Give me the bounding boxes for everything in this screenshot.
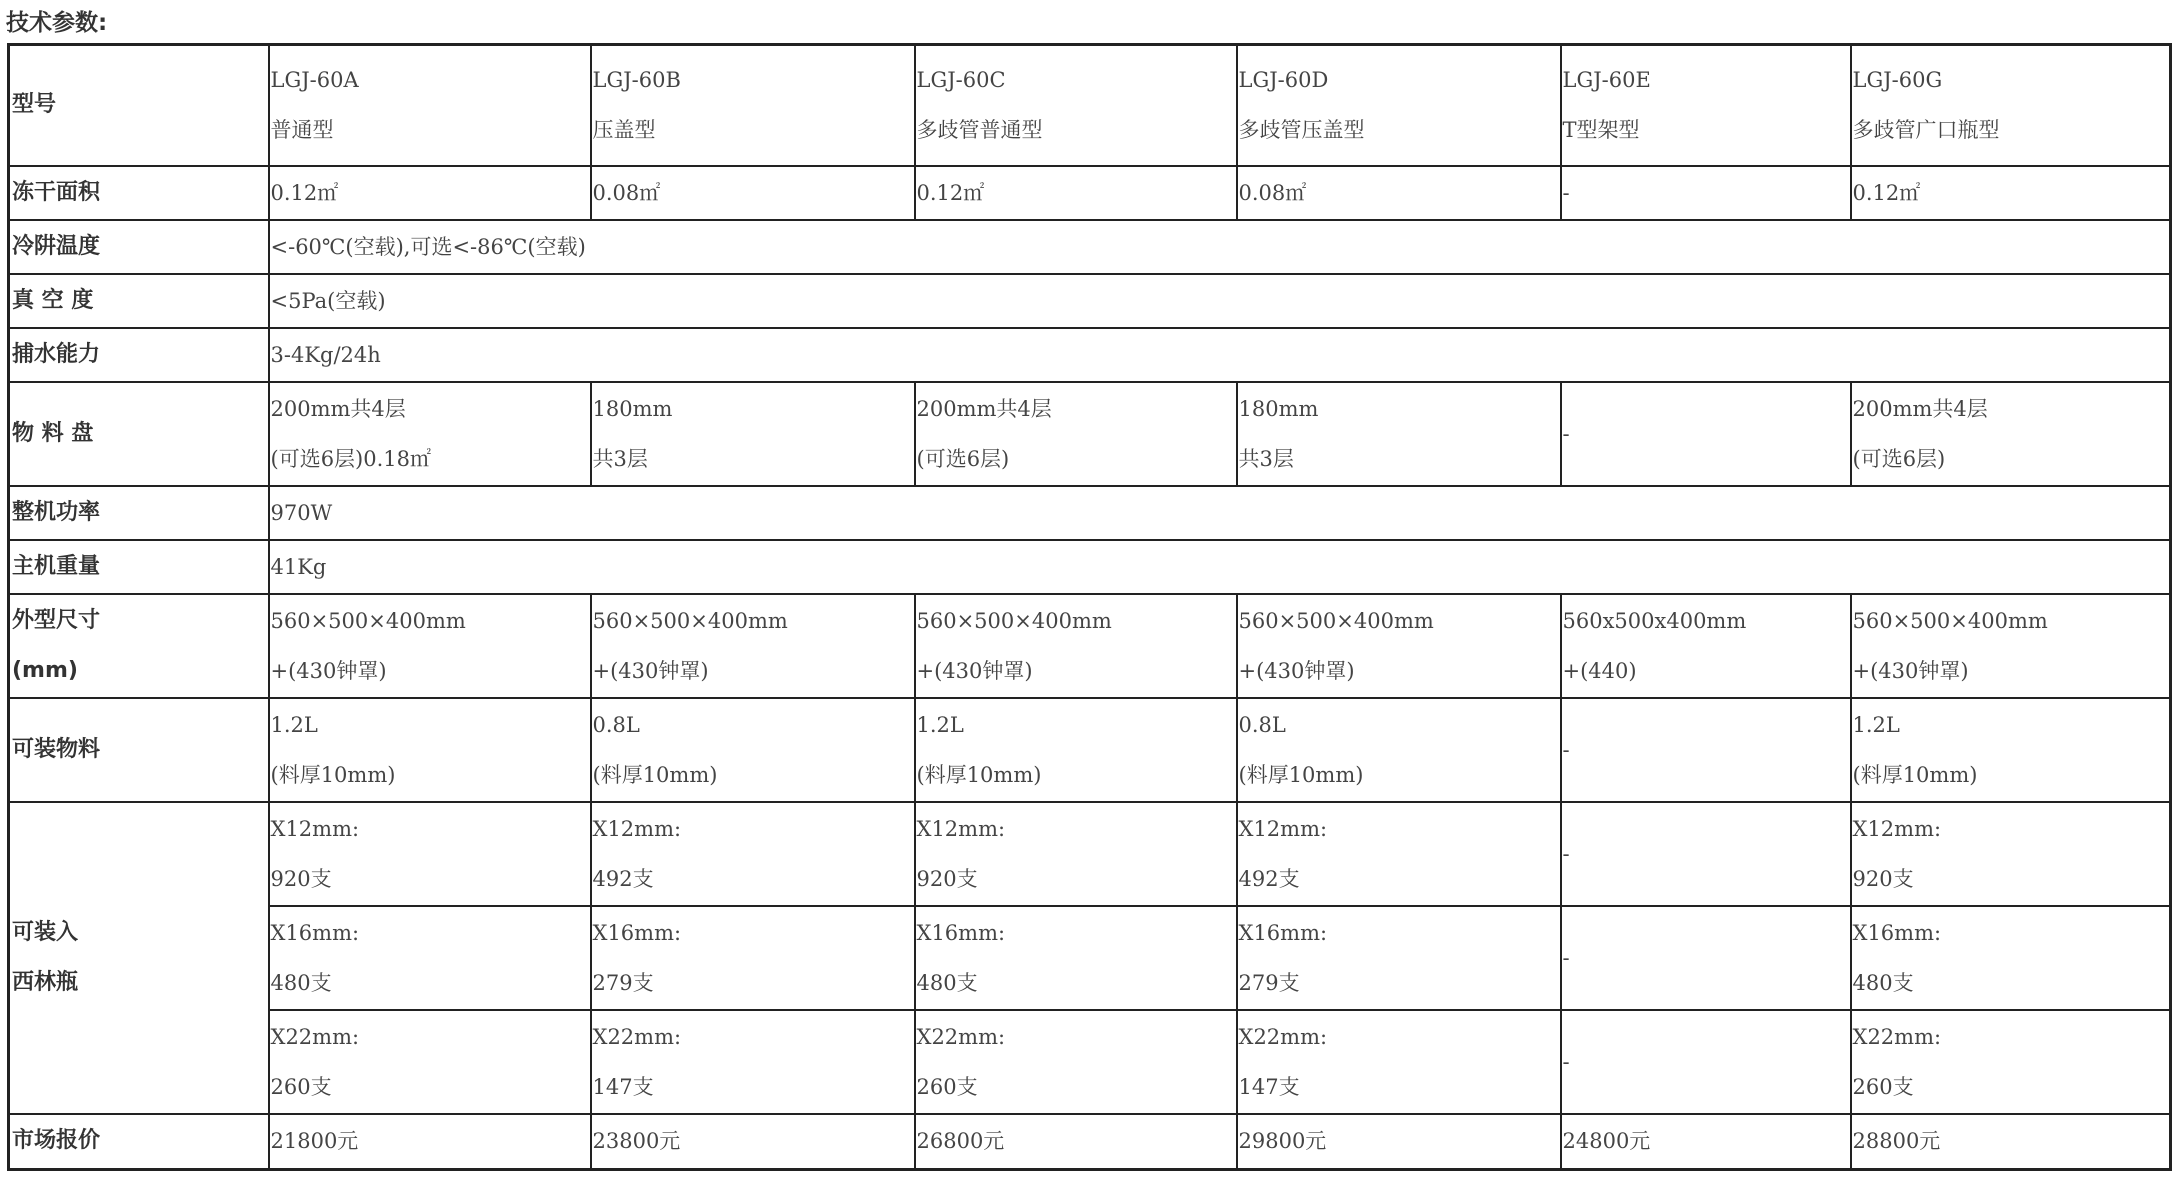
label-line: (mm) [12, 657, 78, 683]
cell-line: 492支 [1238, 866, 1300, 891]
row-label-cold-trap: 冷阱温度 [9, 220, 269, 274]
cell-line: 共3层 [1238, 446, 1294, 471]
table-row-capacity [9, 698, 2171, 802]
cell-line: 260支 [916, 1074, 978, 1099]
cell-line: 200mm共4层 [916, 396, 1052, 421]
table-row-area [9, 166, 2171, 220]
cell-line: 1.2L [270, 712, 318, 737]
model-name: 普通型 [270, 118, 334, 143]
cell-line: 279支 [592, 970, 654, 995]
model-cell [1237, 45, 1561, 166]
cell-line: 560×500×400mm [1238, 608, 1434, 633]
cell-line: 920支 [916, 866, 978, 891]
table-cell: 29800元 [1237, 1114, 1561, 1170]
cell-line: X22mm: [916, 1024, 1006, 1049]
cell-line: 920支 [1852, 866, 1914, 891]
cell-line: 147支 [592, 1074, 654, 1099]
cell-line: X16mm: [1238, 920, 1328, 945]
cell-line: +(440) [1562, 658, 1637, 683]
table-cell [1237, 382, 1561, 486]
table-cell: 28800元 [1851, 1114, 2171, 1170]
table-cell [915, 698, 1237, 802]
table-cell: 21800元 [269, 1114, 591, 1170]
section-caption: 技术参数: [6, 10, 108, 36]
table-cell [1237, 1010, 1561, 1114]
cell-line: 180mm [592, 396, 673, 421]
cell-line: 920支 [270, 866, 332, 891]
table-cell [269, 382, 591, 486]
cell-line: 共3层 [592, 446, 648, 471]
table-cell: 41Kg [269, 540, 2171, 594]
row-label-model: 型号 [9, 45, 269, 166]
model-name: 压盖型 [592, 118, 656, 143]
cell-line: (可选6层) [916, 446, 1010, 471]
cell-line: X12mm: [1238, 816, 1328, 841]
model-name: 多歧管广口瓶型 [1852, 118, 2000, 143]
table-cell [1851, 698, 2171, 802]
table-row-cold-trap [9, 220, 2171, 274]
cell-line: 147支 [1238, 1074, 1300, 1099]
cell-line: X12mm: [270, 816, 360, 841]
table-cell: 26800元 [915, 1114, 1237, 1170]
table-cell: <-60℃(空载),可选<-86℃(空载) [269, 220, 2171, 274]
table-cell: <5Pa(空载) [269, 274, 2171, 328]
table-cell [1851, 802, 2171, 906]
table-cell [269, 594, 591, 698]
table-cell [915, 594, 1237, 698]
row-label-size [9, 594, 269, 698]
row-label-weight: 主机重量 [9, 540, 269, 594]
model-code: LGJ-60E [1562, 68, 1651, 93]
table-cell [591, 382, 915, 486]
table-cell [591, 802, 915, 906]
table-cell: - [1561, 382, 1851, 486]
row-label-price: 市场报价 [9, 1114, 269, 1170]
cell-line: X22mm: [1852, 1024, 1942, 1049]
table-cell: - [1561, 906, 1851, 1010]
cell-line: +(430钟罩) [270, 658, 387, 683]
cell-line: (可选6层)0.18㎡ [270, 446, 432, 471]
table-cell [915, 382, 1237, 486]
table-cell [1237, 906, 1561, 1010]
table-row-weight [9, 540, 2171, 594]
cell-line: X16mm: [916, 920, 1006, 945]
table-cell [591, 1010, 915, 1114]
table-cell: 23800元 [591, 1114, 915, 1170]
label-line: 外型尺寸 [12, 607, 101, 633]
cell-line: +(430钟罩) [1852, 658, 1969, 683]
model-cell [269, 45, 591, 166]
table-cell: 0.12㎡ [269, 166, 591, 220]
model-cell [591, 45, 915, 166]
row-label-vacuum: 真 空 度 [9, 274, 269, 328]
table-cell: 0.08㎡ [591, 166, 915, 220]
cell-line: (料厚10mm) [592, 762, 718, 787]
cell-line: X22mm: [270, 1024, 360, 1049]
cell-line: +(430钟罩) [592, 658, 709, 683]
row-label-power: 整机功率 [9, 486, 269, 540]
table-row-tray [9, 382, 2171, 486]
table-cell: - [1561, 802, 1851, 906]
cell-line: (料厚10mm) [1852, 762, 1978, 787]
table-cell: 3-4Kg/24h [269, 328, 2171, 382]
row-label-capacity: 可装物料 [9, 698, 269, 802]
cell-line: 560x500x400mm [1562, 608, 1747, 633]
cell-line: 200mm共4层 [270, 396, 406, 421]
table-cell: 0.08㎡ [1237, 166, 1561, 220]
label-line: 可装入 [12, 919, 79, 945]
cell-line: 1.2L [916, 712, 964, 737]
cell-line: X12mm: [916, 816, 1006, 841]
model-name: 多歧管普通型 [916, 118, 1043, 143]
cell-line: +(430钟罩) [916, 658, 1033, 683]
model-name: 多歧管压盖型 [1238, 118, 1365, 143]
table-cell: - [1561, 1010, 1851, 1114]
row-label-vials [9, 802, 269, 1114]
table-cell [915, 802, 1237, 906]
table-row-vials-12 [9, 802, 2171, 906]
cell-line: X16mm: [592, 920, 682, 945]
table-cell [269, 1010, 591, 1114]
cell-line: 260支 [1852, 1074, 1914, 1099]
cell-line: X22mm: [1238, 1024, 1328, 1049]
table-cell [591, 906, 915, 1010]
cell-line: 260支 [270, 1074, 332, 1099]
spec-table [7, 43, 2172, 1171]
cell-line: 200mm共4层 [1852, 396, 1988, 421]
cell-line: 492支 [592, 866, 654, 891]
table-row-price [9, 1114, 2171, 1170]
cell-line: 480支 [916, 970, 978, 995]
model-cell [1851, 45, 2171, 166]
cell-line: X16mm: [1852, 920, 1942, 945]
table-cell [1851, 1010, 2171, 1114]
table-cell [269, 906, 591, 1010]
row-label-area: 冻干面积 [9, 166, 269, 220]
table-cell: 0.12㎡ [1851, 166, 2171, 220]
table-cell [1851, 594, 2171, 698]
table-cell [1237, 802, 1561, 906]
cell-line: 1.2L [1852, 712, 1900, 737]
table-cell [1237, 698, 1561, 802]
model-cell [915, 45, 1237, 166]
table-cell: 0.12㎡ [915, 166, 1237, 220]
table-cell [269, 698, 591, 802]
table-cell: 970W [269, 486, 2171, 540]
cell-line: 560×500×400mm [270, 608, 466, 633]
table-cell [1561, 594, 1851, 698]
cell-line: 560×500×400mm [916, 608, 1112, 633]
cell-line: 180mm [1238, 396, 1319, 421]
cell-line: 560×500×400mm [592, 608, 788, 633]
table-row-water [9, 328, 2171, 382]
cell-line: (料厚10mm) [270, 762, 396, 787]
table-row-power [9, 486, 2171, 540]
table-cell: 24800元 [1561, 1114, 1851, 1170]
cell-line: 279支 [1238, 970, 1300, 995]
table-cell [915, 906, 1237, 1010]
model-code: LGJ-60G [1852, 68, 1943, 93]
row-label-tray: 物 料 盘 [9, 382, 269, 486]
model-cell [1561, 45, 1851, 166]
model-code: LGJ-60A [270, 68, 359, 93]
cell-line: X22mm: [592, 1024, 682, 1049]
cell-line: 0.8L [1238, 712, 1286, 737]
row-label-water: 捕水能力 [9, 328, 269, 382]
cell-line: (料厚10mm) [916, 762, 1042, 787]
label-line: 西林瓶 [12, 969, 79, 995]
cell-line: X12mm: [592, 816, 682, 841]
table-row-size [9, 594, 2171, 698]
cell-line: (可选6层) [1852, 446, 1946, 471]
cell-line: +(430钟罩) [1238, 658, 1355, 683]
table-cell [915, 1010, 1237, 1114]
table-row-vials-22 [9, 1010, 2171, 1114]
table-cell [1237, 594, 1561, 698]
cell-line: 0.8L [592, 712, 640, 737]
model-code: LGJ-60D [1238, 68, 1329, 93]
table-row-model [9, 45, 2171, 166]
cell-line: (料厚10mm) [1238, 762, 1364, 787]
table-row-vials-16 [9, 906, 2171, 1010]
cell-line: 480支 [1852, 970, 1914, 995]
model-code: LGJ-60B [592, 68, 681, 93]
cell-line: X16mm: [270, 920, 360, 945]
table-cell [591, 594, 915, 698]
table-cell [1851, 906, 2171, 1010]
table-cell [591, 698, 915, 802]
cell-line: X12mm: [1852, 816, 1942, 841]
model-name: T型架型 [1562, 118, 1640, 143]
table-cell [1851, 382, 2171, 486]
model-code: LGJ-60C [916, 68, 1006, 93]
table-cell: - [1561, 698, 1851, 802]
cell-line: 560×500×400mm [1852, 608, 2048, 633]
table-cell [269, 802, 591, 906]
table-cell: - [1561, 166, 1851, 220]
table-row-vacuum [9, 274, 2171, 328]
cell-line: 480支 [270, 970, 332, 995]
